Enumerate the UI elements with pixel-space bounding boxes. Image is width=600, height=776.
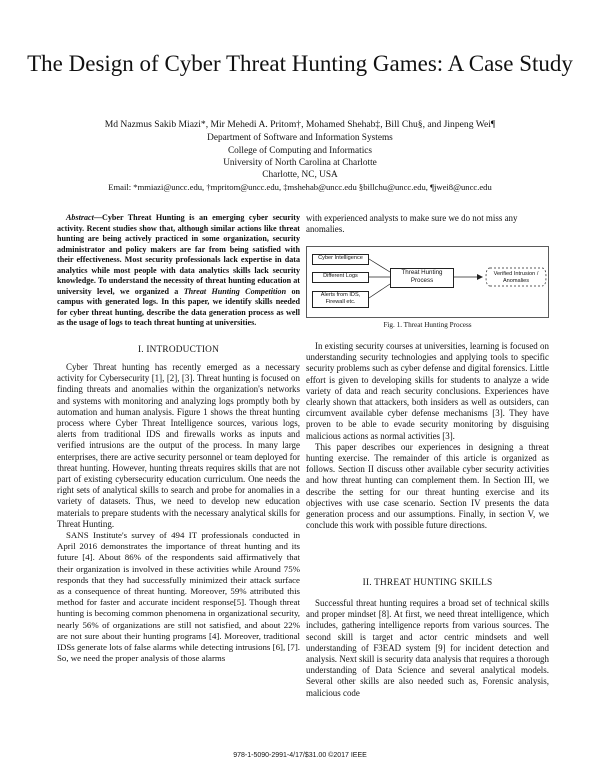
figure-caption: Fig. 1. Threat Hunting Process [383, 321, 472, 329]
author-list: Md Nazmus Sakib Miazi*, Mir Mehedi A. Pritom†, Mohamed Shehab‡, Bill Chu§, and Jinpeng Wei¶ [104, 119, 496, 130]
right-column-body [306, 341, 549, 531]
abstract-text-b: on campus with generated logs. In this paper, we identify skills needed for cyber threat hunting, describe the data generation process as well as the usage of logs to teach threat hunting at universities. [57, 286, 300, 327]
abstract-emphasis: Threat Hunting Competition [183, 286, 287, 296]
skills-body [306, 598, 549, 699]
input-box-cyber-intelligence: Cyber Intelligence [312, 254, 369, 265]
paragraph: Successful threat hunting requires a broad set of technical skills and proper mindset [8]. At first, we need threat intelligence, which includes, gathering intelligence reports from various sources. The second skill is target and actor centric mindsets and well understanding of F3EAD system [9] for incident detection and analysis. Next skill is security data analysis that requires a thorough understanding of Data Science and several analytical models. Several other skills are also needed such as, Forensic analysis, malicious code [306, 598, 549, 698]
affiliation-university: University of North Carolina at Charlotte [223, 158, 377, 168]
left-column-body [57, 362, 300, 664]
abstract [57, 213, 300, 329]
copyright-footer: 978-1-5090-2991-4/17/$31.00 ©2017 IEEE [233, 752, 367, 759]
affiliation-city: Charlotte, NC, USA [262, 170, 338, 180]
affiliation-dept: Department of Software and Information Systems [207, 133, 393, 143]
section-heading-introduction: I. INTRODUCTION [138, 345, 219, 355]
abstract-label: Abstract [66, 213, 94, 222]
paper-title: The Design of Cyber Threat Hunting Games: A Case Study [27, 51, 573, 76]
arrow-line [369, 259, 390, 272]
paragraph: In existing security courses at universities, learning is focused on understanding security technologies and applying tools to specific security problems such as cyber defense and digital forensics. Little effort is given to developing skills for students to analyze a wide variety of data and reach security conclusions. Experiences have clearly shown that attackers, both insiders as well as outsiders, can circumvent available cyber defense mechanisms [3]. They have proven to be able to evade security monitoring by disguising malicious actions as normal activities [3]. [306, 341, 549, 441]
output-label: Verified Intrusion / Anomalies [493, 271, 539, 284]
paragraph: SANS Institute's survey of 494 IT professionals conducted in April 2016 demonstrates the importance of threat hunting and its future [4]. About 86% of the respondents said affirmatively that their organization is involved in these activities while Around 75% responds that they had successfully minimized their attack surface as a consequence of threat hunting. Moreover, 59% attributed this method for faster and accurate incident response[5]. Though threat hunting is becoming common phenomena in organizational security, nearly 56% of organizations are still not satisfied, and about 22% are not sure about their hunting programs [4]. Moreover, traditional IDSs generate lots of false alarms while detecting intrusions [6], [7]. So, we need the proper analysis of those alarms [57, 530, 300, 664]
paragraph: Cyber Threat hunting has recently emerged as a necessary activity for Cybersecurity [1], [2], [3]. Threat hunting is focused on finding threats and anomalies within the organization's networks and systems with monitoring and analyzing logs promptly both by automation and human analysis. Figure 1 shows the threat hunting process where Cyber Threat Intelligence sources, various logs, alerts from traditional IDS and firewalls works as inputs and verified intrusions are the output of the process. In many large enterprises, there are active security personnel or team deployed for threat hunting. However, hunting threats requires skills that are not part of existing cybersecurity education curriculum. One needs the right sets of analytical skills to search and probe for anomalies in a variety of datasets. Thus, we need to develop new education materials to prepare students with the necessary analytical skills for Threat Hunting. [57, 362, 300, 529]
affiliation-email: Email: *mmiazi@uncc.edu, †mpritom@uncc.edu, ‡mshehab@uncc.edu §billchu@uncc.edu, ¶jwei8@uncc.edu [108, 182, 492, 192]
affiliation-college: College of Computing and Informatics [227, 146, 373, 156]
arrowhead [477, 274, 483, 280]
arrow-line [369, 284, 390, 298]
process-box: Threat Hunting Process [390, 268, 454, 288]
paragraph-continuation: with experienced analysts to make sure we do not miss any anomalies. [306, 213, 518, 235]
section-heading-skills: II. THREAT HUNTING SKILLS [362, 578, 493, 588]
input-box-alerts: Alerts from IDS, Firewall etc. [312, 291, 369, 308]
input-box-different-logs: Different Logs [312, 272, 369, 283]
figure-threat-hunting-process [306, 246, 549, 318]
paragraph: This paper describes our experiences in designing a threat hunting exercise. The remainder of this article is organized as follows. Section II discuss other available cyber security activities and how threat hunting can complement them. In Section III, we describe the setting for our threat hunting exercise and its objectives with use case scenario. Section IV presents the data generation process and our assumptions. Finally, in section V, we conclude this work with possible future directions. [306, 441, 549, 531]
abstract-text-a: —Cyber Threat Hunting is an emerging cyber security activity. Recent studies show that, although similar actions like threat hunting are being actively practiced in some organization, security administrator and policy makers are far from being satisfied with their effectiveness. Most security professionals lack expertise in data analytics while most people with data analytics skills lack security knowledge. To understand the necessity of threat hunting education at university level, we organized a [57, 213, 300, 296]
output-bracket [542, 268, 546, 286]
